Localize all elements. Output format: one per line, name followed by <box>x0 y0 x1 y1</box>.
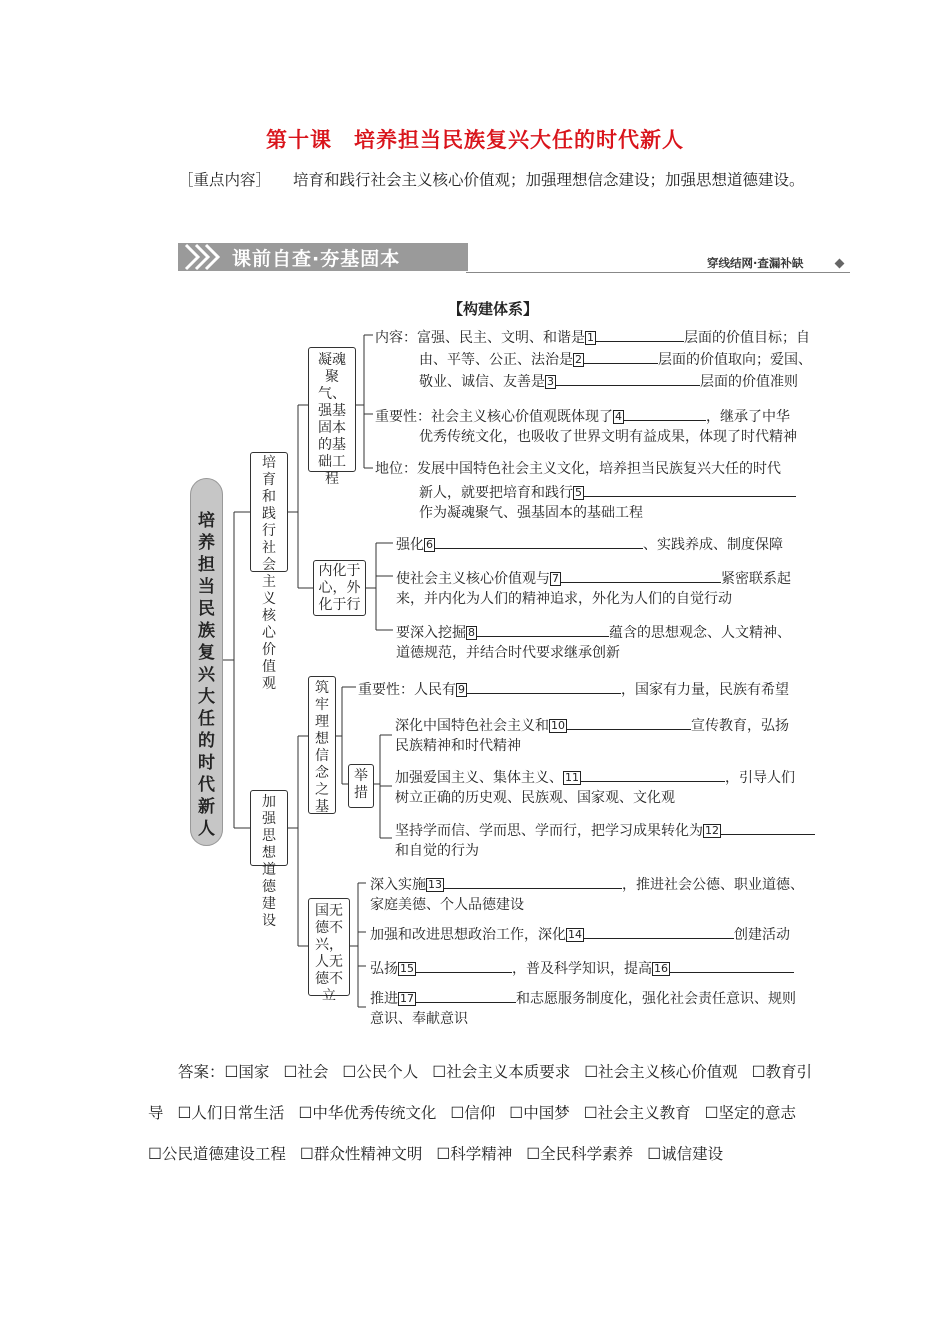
status-line-2: 新人，就要把培育和践行 5 <box>419 480 796 504</box>
answer-item <box>705 1104 796 1122</box>
fill-blank <box>561 566 721 583</box>
fill-blank <box>444 872 622 889</box>
morality-line-6: 意识、奉献意识 <box>370 1011 468 1027</box>
fill-blank <box>584 480 796 497</box>
measure-line-1: 深化中国特色社会主义和 10 宣传教育，弘扬 <box>395 713 789 737</box>
answer-item <box>178 1104 285 1122</box>
answer-item <box>283 1063 328 1081</box>
blank-number: 13 <box>428 878 442 891</box>
blank-number: 6 <box>426 538 433 551</box>
answer-text: 坚定的意志 <box>718 1104 797 1122</box>
internalize-line-2: 使社会主义核心价值观与 7 紧密联系起 <box>396 566 791 590</box>
answer-block <box>148 1052 813 1175</box>
answer-box-icon: ☐ <box>432 1063 447 1081</box>
status-line-3: 作为凝魂聚气、强基固本的基础工程 <box>419 505 643 521</box>
answer-item <box>450 1104 495 1122</box>
answer-box-icon: ☐ <box>509 1104 524 1122</box>
answer-label: 答案： <box>178 1063 225 1081</box>
answer-text: 群众性精神文明 <box>313 1145 423 1163</box>
fill-blank <box>556 369 700 386</box>
fill-blank <box>670 956 794 973</box>
branch2-sub2-node: 国无德不兴，人无德不立 <box>308 898 350 996</box>
blank-number: 1 <box>587 331 594 344</box>
answer-text: 国家 <box>238 1063 270 1081</box>
answer-box-icon: ☐ <box>751 1063 766 1081</box>
blank-number: 5 <box>575 486 582 499</box>
blank-number: 16 <box>654 962 668 975</box>
fill-blank <box>624 404 706 421</box>
answer-box-icon: ☐ <box>298 1104 313 1122</box>
internalize-line-5: 道德规范，并结合时代要求继承创新 <box>396 645 620 661</box>
branch2-sub1-node: 筑牢理想信念之基 <box>308 676 336 814</box>
fill-blank <box>567 713 691 730</box>
answer-item <box>584 1104 691 1122</box>
morality-line-2: 家庭美德、个人品德建设 <box>370 897 524 913</box>
measure-line-4: 树立正确的历史观、民族观、国家观、文化观 <box>395 790 675 806</box>
blank-number: 2 <box>575 353 582 366</box>
answer-item <box>584 1063 737 1081</box>
morality-line-1: 深入实施 13 ，推进社会公德、职业道德、 <box>370 872 804 896</box>
key-points-label: ［重点内容］ <box>178 171 272 189</box>
answer-text: 中国梦 <box>523 1104 570 1122</box>
root-node-label: 培养担当民族复兴大任的时代新人 <box>198 511 215 839</box>
internalize-line-1: 强化 6 、实践养成、制度保障 <box>396 532 783 556</box>
answer-item <box>432 1063 570 1081</box>
answer-item <box>509 1104 569 1122</box>
answer-text: 社会主义核心价值观 <box>598 1063 738 1081</box>
blank-number: 3 <box>547 375 554 388</box>
key-points-text: 培育和践行社会主义核心价值观；加强理想信念建设；加强思想道德建设。 <box>293 171 805 189</box>
importance-line-1: 重要性：社会主义核心价值观既体现了 4 ，继承了中华 <box>375 404 790 428</box>
content-line-2: 由、平等、公正、法治是 2 层面的价值取向；爱国、 <box>419 347 812 371</box>
blank-number: 9 <box>458 683 465 696</box>
banner-sub-text: 穿线结网·查漏补缺 <box>707 256 804 270</box>
answer-item <box>342 1063 418 1081</box>
content-line-3: 敬业、诚信、友善是 3 层面的价值准则 <box>419 369 798 393</box>
fill-blank <box>581 765 725 782</box>
answer-text: 公民道德建设工程 <box>161 1145 286 1163</box>
branch1-node: 培育和践行社会主义核心价值观 <box>250 452 288 572</box>
fill-blank <box>416 956 512 973</box>
branch1-sub2-node: 内化于心，外化于行 <box>313 560 366 616</box>
fill-blank <box>584 347 658 364</box>
fill-blank <box>721 818 815 835</box>
answer-box-icon: ☐ <box>526 1145 541 1163</box>
answer-item <box>647 1145 723 1163</box>
blank-number: 4 <box>615 410 622 423</box>
answer-text: 科学精神 <box>450 1145 513 1163</box>
answer-box-icon: ☐ <box>224 1063 239 1081</box>
fill-blank <box>584 922 734 939</box>
measure-line-5: 坚持学而信、学而思、学而行，把学习成果转化为 12 <box>395 818 815 842</box>
answer-box-icon: ☐ <box>342 1063 357 1081</box>
fill-blank <box>596 325 684 342</box>
answer-text: 诚信建设 <box>661 1145 724 1163</box>
answer-text: 社会 <box>297 1063 329 1081</box>
fill-blank <box>435 532 643 549</box>
answer-box-icon: ☐ <box>436 1145 451 1163</box>
banner-main-text: 课前自查·夯基固本 <box>232 248 401 270</box>
answer-text: 信仰 <box>464 1104 496 1122</box>
answer-item <box>225 1063 270 1081</box>
answer-box-icon: ☐ <box>647 1145 662 1163</box>
branch1-sub1-node: 凝魂聚气、强基固本的基础工程 <box>308 347 356 472</box>
blank-number: 11 <box>565 771 579 784</box>
answer-text: 社会主义本质要求 <box>446 1063 571 1081</box>
fill-blank <box>416 986 516 1003</box>
blank-number: 15 <box>400 962 414 975</box>
fill-blank <box>477 620 609 637</box>
importance-line-2: 优秀传统文化，也吸收了世界文明有益成果，体现了时代精神 <box>419 429 797 445</box>
fill-blank <box>467 677 621 694</box>
answer-list <box>148 1063 812 1163</box>
blank-number: 8 <box>468 626 475 639</box>
answer-box-icon: ☐ <box>584 1063 599 1081</box>
status-line-1: 地位：发展中国特色社会主义文化，培养担当民族复兴大任的时代 <box>375 461 781 477</box>
answer-box-icon: ☐ <box>450 1104 465 1122</box>
blank-number: 17 <box>400 992 414 1005</box>
answer-box-icon: ☐ <box>299 1145 314 1163</box>
answer-box-icon: ☐ <box>177 1104 192 1122</box>
lesson-title: 第十课 培养担当民族复兴大任的时代新人 <box>266 128 684 152</box>
morality-line-4: 弘扬 15 ，普及科学知识，提高 16 <box>370 956 794 980</box>
answer-item <box>148 1145 286 1163</box>
measure-line-6: 和自觉的行为 <box>395 843 479 859</box>
content-line-1: 内容：富强、民主、文明、和谐是 1 层面的价值目标；自 <box>375 325 810 349</box>
answer-item <box>298 1104 436 1122</box>
morality-line-3: 加强和改进思想政治工作，深化 14 创建活动 <box>370 922 790 946</box>
ideal-importance-line: 重要性：人民有 9 ，国家有力量，民族有希望 <box>358 677 789 701</box>
answer-text: 人们日常生活 <box>191 1104 285 1122</box>
measure-line-2: 民族精神和时代精神 <box>395 738 521 754</box>
system-title: 【构建体系】 <box>448 300 539 318</box>
branch2-node: 加强思想道德建设 <box>250 790 288 866</box>
blank-number: 14 <box>568 928 582 941</box>
answer-item <box>436 1145 512 1163</box>
answer-text: 教育引导 <box>148 1063 813 1122</box>
answer-text: 公民个人 <box>356 1063 419 1081</box>
answer-item <box>526 1145 633 1163</box>
morality-line-5: 推进 17 和志愿服务制度化，强化社会责任意识、规则 <box>370 986 796 1010</box>
measures-node: 举措 <box>348 764 374 808</box>
blank-number: 10 <box>551 719 565 732</box>
answer-box-icon: ☐ <box>704 1104 719 1122</box>
blank-number: 7 <box>552 572 559 585</box>
answer-text: 全民科学素养 <box>540 1145 634 1163</box>
answer-box-icon: ☐ <box>283 1063 298 1081</box>
internalize-line-3: 来，并内化为人们的精神追求，外化为人们的自觉行动 <box>396 591 732 607</box>
answer-item <box>300 1145 422 1163</box>
measure-line-3: 加强爱国主义、集体主义、 11 ，引导人们 <box>395 765 795 789</box>
answer-text: 社会主义教育 <box>597 1104 691 1122</box>
answer-box-icon: ☐ <box>583 1104 598 1122</box>
internalize-line-4: 要深入挖掘 8 蕴含的思想观念、人文精神、 <box>396 620 791 644</box>
answer-box-icon: ☐ <box>148 1145 162 1163</box>
blank-number: 12 <box>705 824 719 837</box>
answer-text: 中华优秀传统文化 <box>312 1104 437 1122</box>
